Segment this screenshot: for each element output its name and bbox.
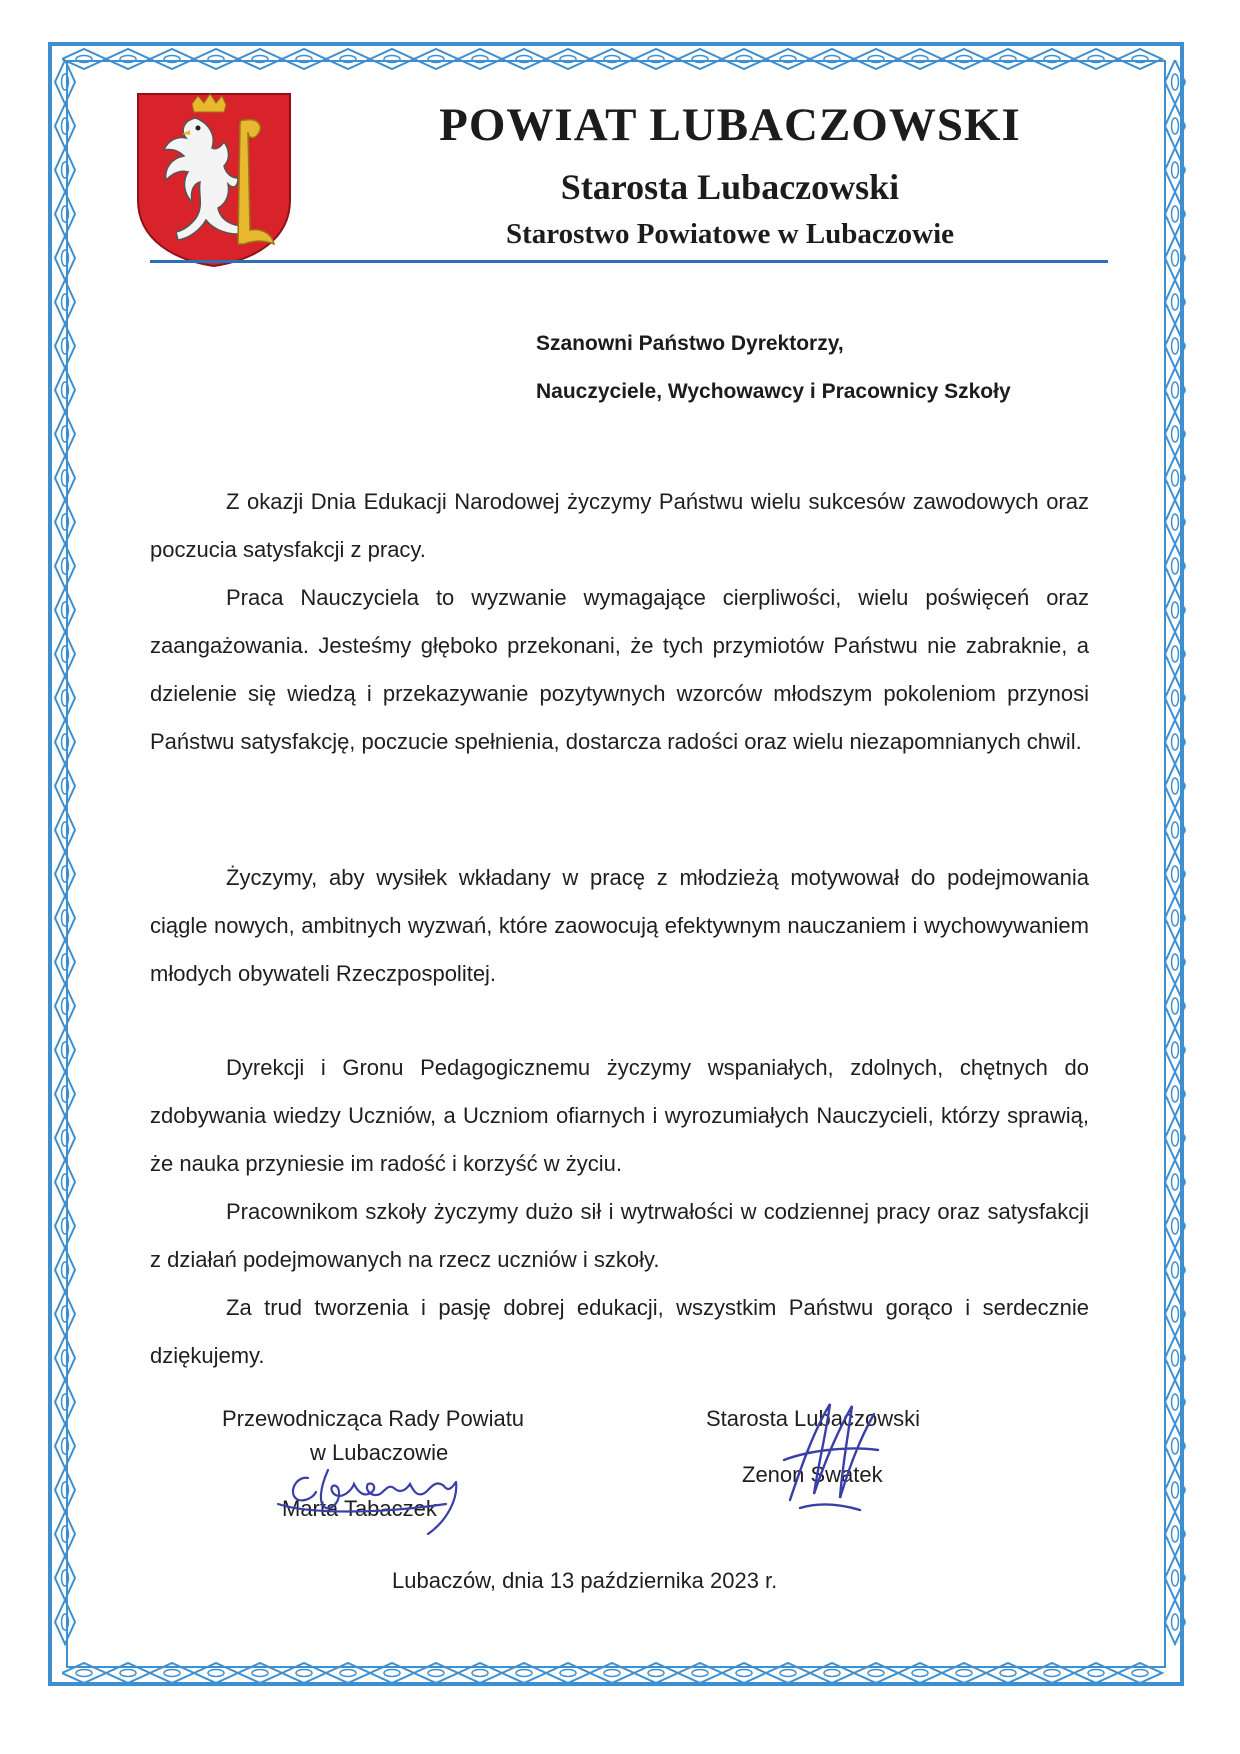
- signature-block-right: [706, 1402, 1026, 1492]
- signature-block-left: [222, 1402, 602, 1526]
- body-paragraph: Dyrekcji i Gronu Pedagogicznemu życzymy wspaniałych, zdolnych, chętnych do zdobywania wiedzy Uczniów, a Uczniom ofiarnych i wyrozumiałych Nauczycieli, którzy sprawią, że nauka przyniesie im radość i korzyść w życiu.: [150, 1055, 1089, 1176]
- letter-body-section-2: [150, 854, 1089, 998]
- salutation-line-2: Nauczyciele, Wychowawcy i Pracownicy Szkoły: [536, 380, 1011, 403]
- body-paragraph: Za trud tworzenia i pasję dobrej edukacji, wszystkim Państwu gorąco i serdecznie dziękujemy.: [150, 1295, 1089, 1368]
- coat-of-arms-icon: [134, 90, 294, 268]
- letterhead-office: Starostwo Powiatowe w Lubaczowie: [505, 218, 955, 250]
- body-paragraph: Pracownikom szkoły życzymy dużo sił i wytrwałości w codziennej pracy oraz satysfakcji z działań podejmowanych na rzecz uczniów i szkoły.: [150, 1199, 1089, 1272]
- letterhead-title: POWIAT LUBACZOWSKI: [439, 99, 1021, 151]
- place-and-date: Lubaczów, dnia 13 października 2023 r.: [392, 1568, 778, 1593]
- letter-body-section-3: [150, 1044, 1089, 1380]
- salutation-line-1: Szanowni Państwo Dyrektorzy,: [536, 332, 844, 355]
- body-paragraph: Życzymy, aby wysiłek wkładany w pracę z młodzieżą motywował do podejmowania ciągle nowych, ambitnych wyzwań, które zaowocują efektywnym nauczaniem i wychowywaniem młodych obywateli Rzeczpospolitej.: [150, 865, 1089, 986]
- signatory-name: Zenon Swatek: [742, 1462, 883, 1487]
- header-divider: [150, 260, 1108, 263]
- letterhead-subtitle: Starosta Lubaczowski: [560, 167, 900, 207]
- signatory-role-location: w Lubaczowie: [310, 1440, 449, 1465]
- letter-body-section-1: [150, 478, 1089, 766]
- salutation: [536, 320, 1011, 416]
- body-paragraph: Z okazji Dnia Edukacji Narodowej życzymy Państwu wielu sukcesów zawodowych oraz poczucia satysfakcji z pracy.: [150, 489, 1089, 562]
- signatory-role: Starosta Lubaczowski: [706, 1406, 920, 1431]
- signatory-name: Marta Tabaczek: [282, 1496, 437, 1521]
- signatory-role: Przewodnicząca Rady Powiatu: [222, 1406, 525, 1431]
- body-paragraph: Praca Nauczyciela to wyzwanie wymagające cierpliwości, wielu poświęceń oraz zaangażowania. Jesteśmy głęboko przekonani, że tych przymiotów Państwu nie zabraknie, a dzielenie się wiedzą i przekazywanie pozytywnych wzorców młodszym pokoleniom przynosi Państwu satysfakcję, poczucie spełnienia, dostarcza radości oraz wielu niezapomnianych chwil.: [150, 585, 1089, 754]
